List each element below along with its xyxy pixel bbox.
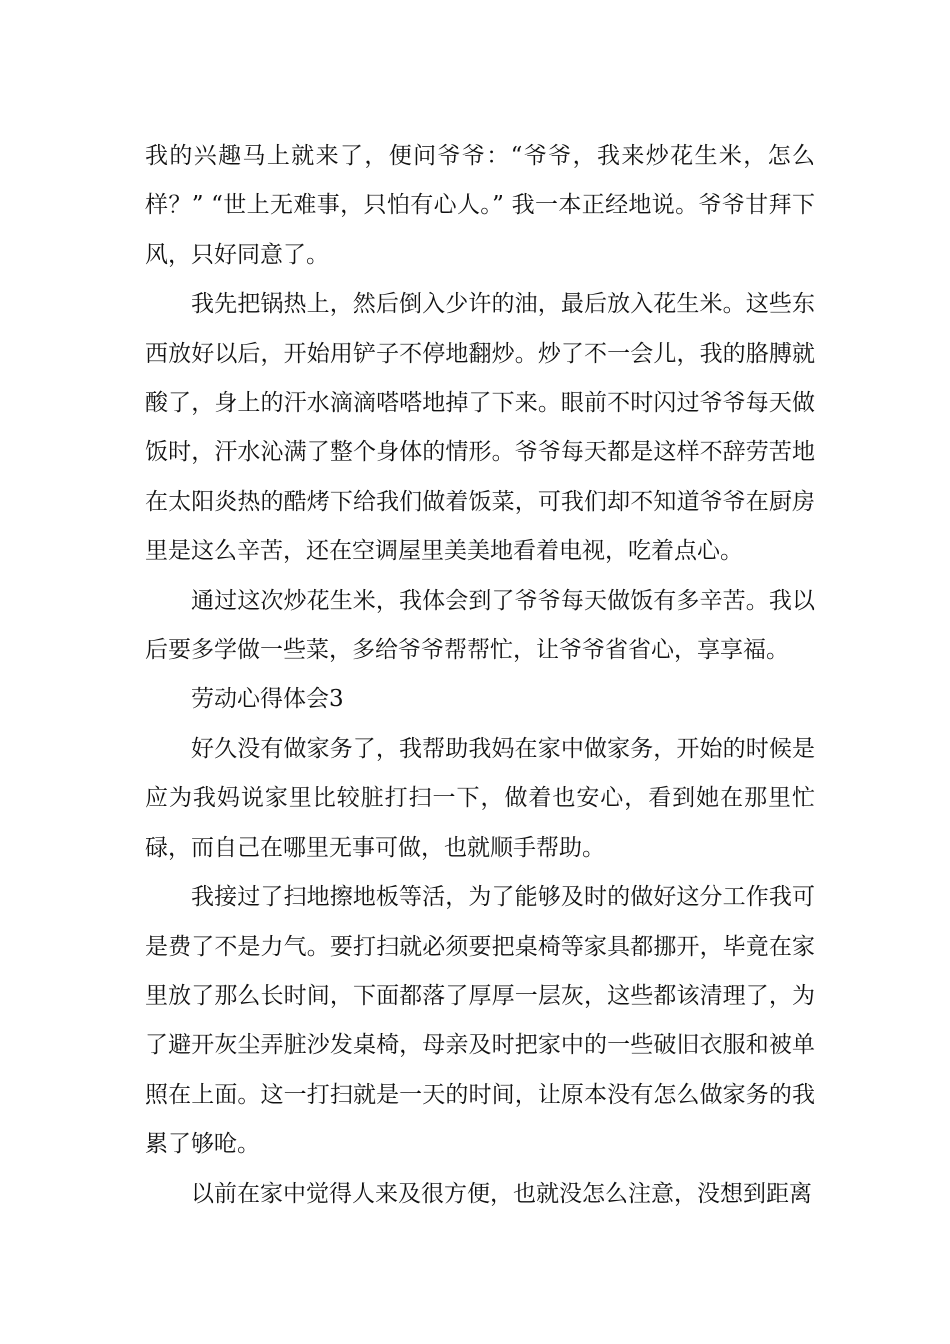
- document-body: [145, 132, 815, 1219]
- paragraph-truncated: 以前在家中觉得人来及很方便，也就没怎么注意，没想到距离: [191, 1180, 812, 1207]
- paragraph-reflection: 通过这次炒花生米，我体会到了爷爷每天做饭有多辛苦。我以后要多学做一些菜，多给爷爷帮帮忙，让爷爷省省心，享享福。: [145, 587, 815, 664]
- section-heading: 劳动心得体会3: [191, 686, 344, 713]
- paragraph-cleaning: 我接过了扫地擦地板等活，为了能够及时的做好这分工作我可是费了不是力气。要打扫就必须要把桌椅等家具都挪开，毕竟在家里放了那么长时间，下面都落了厚厚一层灰，这些都该清理了，为了避开灰尘弄脏沙发桌椅，母亲及时把家中的一些破旧衣服和被单照在上面。这一打扫就是一天的时间，让原本没有怎么做家务的我累了够呛。: [145, 884, 815, 1158]
- paragraph-continuation: 我的兴趣马上就来了，便问爷爷：“爷爷，我来炒花生米，怎么样？” “世上无难事，只怕有心人。” 我一本正经地说。爷爷甘拜下风，只好同意了。: [145, 143, 815, 268]
- paragraph-housework-intro: 好久没有做家务了，我帮助我妈在家中做家务，开始的时候是应为我妈说家里比较脏打扫一下，做着也安心，看到她在那里忙碌，而自己在哪里无事可做，也就顺手帮助。: [145, 735, 815, 861]
- paragraph-frying-peanuts: 我先把锅热上，然后倒入少许的油，最后放入花生米。这些东西放好以后，开始用铲子不停地翻炒。炒了不一会儿，我的胳膊就酸了，身上的汗水滴滴嗒嗒地掉了下来。眼前不时闪过爷爷每天做饭时，汗水沁满了整个身体的情形。爷爷每天都是这样不辞劳苦地在太阳炎热的酷烤下给我们做着饭菜，可我们却不知道爷爷在厨房里是这么辛苦，还在空调屋里美美地看着电视，吃着点心。: [145, 291, 815, 565]
